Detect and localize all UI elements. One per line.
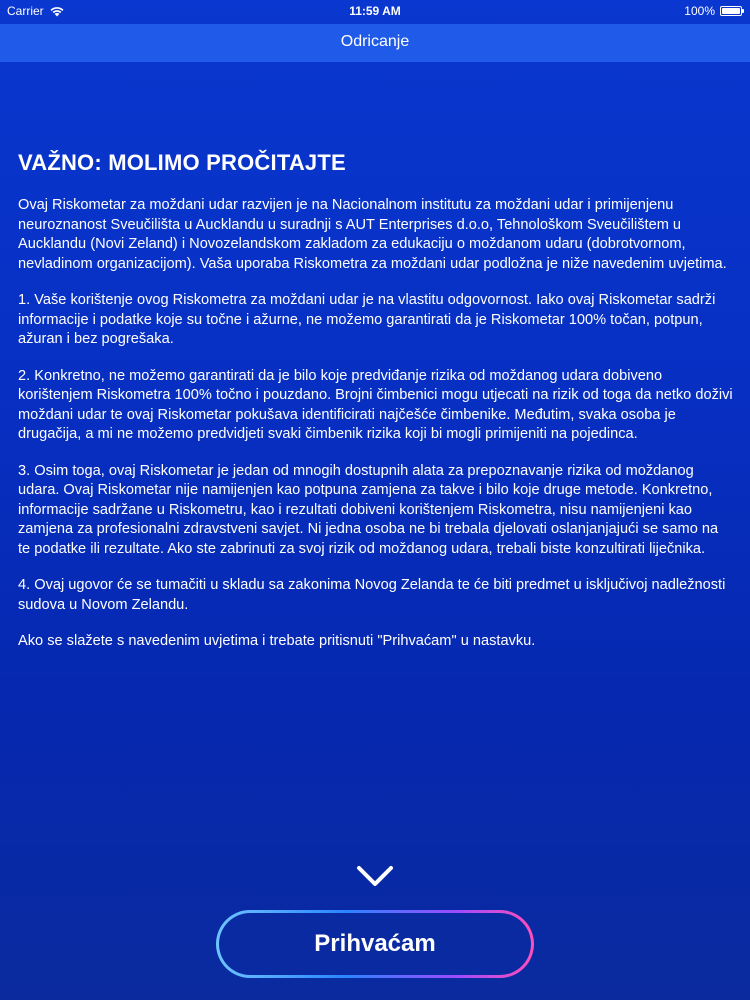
disclaimer-clause-1: 1. Vaše korištenje ovog Riskometra za moždani udar je na vlastitu odgovornost. Iako ovaj Riskometar sadrži informacije i podatke koje su točne i ažurne, ne možemo garantirati da je Riskometar 100% točan, potpun, ažuran i bez pogrešaka. xyxy=(18,292,716,347)
disclaimer-acceptance-note: Ako se slažete s navedenim uvjetima i trebate pritisnuti "Prihvaćam" u nastavku. xyxy=(18,633,536,649)
chevron-down-icon[interactable] xyxy=(356,864,394,888)
accept-button[interactable] xyxy=(216,910,534,978)
status-right xyxy=(684,4,742,18)
navigation-bar xyxy=(0,24,750,62)
page-title: Odricanje xyxy=(340,33,410,50)
battery-percentage: 100% xyxy=(684,4,715,18)
disclaimer-clause-3: 3. Osim toga, ovaj Riskometar je jedan od mnogih dostupnih alata za prepoznavanje rizika od moždanog udara. Ovaj Riskometar nije namijenjen kao potpuna zamjena za takve i bilo koje druge metode. Konkretno, informacije sadržane u Riskometru, kao i rezultati dobiveni korištenjem Riskometra, nisu namijenjeni kao zamjena za profesionalni zdravstveni savjet. Ni jedna osoba ne bi trebala djelovati oslanjanjajući se samo na te podatke ili rezultate. Ako ste zabrinuti za svoj rizik od moždanog udara, trebali biste konzultirati liječnika. xyxy=(18,462,719,557)
disclaimer-content[interactable] xyxy=(18,150,734,669)
disclaimer-clause-2: 2. Konkretno, ne možemo garantirati da je bilo koje predviđanje rizika od moždanog udara dobiveno korištenjem Riskometra 100% točno i pouzdano. Brojni čimbenici mogu utjecati na rizik od toga da netko doživi moždani udar te ovaj Riskometar pokušava identificirati najčešće čimbenike. Međutim, svaka osoba je drugačija, a mi ne možemo predvidjeti svaki čimbenik rizika koji bi mogli primijeniti na pojedinca. xyxy=(18,367,733,442)
status-bar xyxy=(0,0,750,24)
accept-button-label: Prihvaćam xyxy=(314,930,436,957)
disclaimer-clause-4: 4. Ovaj ugovor će se tumačiti u skladu sa zakonima Novog Zelanda te će biti predmet u isključivoj nadležnosti sudova u Novom Zelandu. xyxy=(18,577,726,613)
carrier-label: Carrier xyxy=(7,4,44,18)
battery-icon xyxy=(720,6,742,16)
status-time: 11:59 AM xyxy=(349,4,401,18)
disclaimer-heading: VAŽNO: MOLIMO PROČITAJTE xyxy=(18,150,346,175)
disclaimer-intro: Ovaj Riskometar za moždani udar razvijen je na Nacionalnom institutu za moždani udar i primijenjenu neuroznanost Sveučilišta u Aucklandu u suradnji s AUT Enterprises d.o.o, Tehnološkom Sveučilištem u Aucklandu (Novi Zeland) i Novozelandskom zakladom za edukaciju o moždanom udaru (dobrotvornom, nevladinom organizacijom). Vaša uporaba Riskometra za moždani udar podložna je niže navedenim uvjetima. xyxy=(18,197,727,272)
